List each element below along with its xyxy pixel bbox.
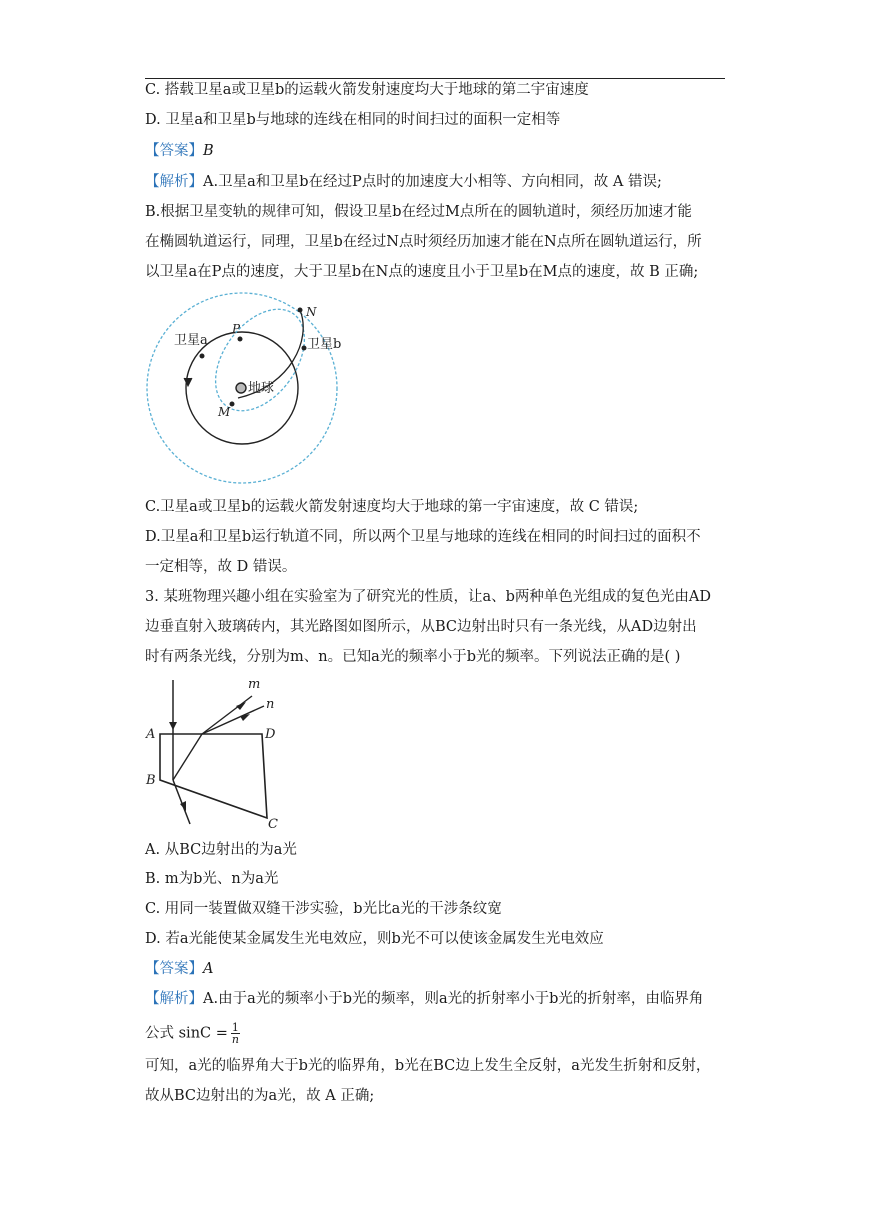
orbit-diagram bbox=[140, 298, 350, 460]
answer-value: B bbox=[203, 143, 214, 159]
q3-option-b: B. m为b光、n为a光 bbox=[145, 871, 279, 887]
label-sat-b: 卫星b bbox=[307, 337, 342, 352]
answer-value: A bbox=[203, 961, 214, 977]
q3-stem-2: 边垂直射入玻璃砖内，其光路图如图所示，从BC边射出时只有一条光线，从AD边射出 bbox=[145, 619, 697, 635]
label-n: n bbox=[266, 697, 275, 712]
answer-tag: 【答案】 bbox=[145, 961, 203, 977]
q3-stem-1: 3. 某班物理兴趣小组在实验室为了研究光的性质，让a、b两种单色光组成的复色光由AD bbox=[145, 589, 711, 605]
direction-arrow bbox=[184, 378, 192, 386]
q3-option-d: D. 若a光能使某金属发生光电效应，则b光不可以使该金属发生光电效应 bbox=[145, 931, 604, 947]
label-c: C bbox=[268, 817, 278, 832]
q3-analysis-a2: 可知，a光的临界角大于b光的临界角，b光在BC边上发生全反射，a光发生折射和反射， bbox=[145, 1058, 711, 1074]
point-p bbox=[238, 337, 243, 342]
q2-analysis-a bbox=[145, 172, 662, 192]
reflected-ray bbox=[173, 734, 202, 780]
q3-answer bbox=[145, 959, 213, 979]
q2-analysis-b3: 以卫星a在P点的速度，大于卫星b在N点的速度且小于卫星b在M点的速度，故 B 正确; bbox=[145, 264, 699, 280]
q2-option-c: C. 搭载卫星a或卫星b的运载火箭发射速度均大于地球的第二宇宙速度 bbox=[145, 82, 589, 98]
q3-option-a: A. 从BC边射出的为a光 bbox=[145, 842, 297, 858]
exit-ray bbox=[173, 780, 190, 824]
label-b: B bbox=[146, 773, 156, 788]
earth-icon bbox=[236, 383, 246, 393]
analysis-tag: 【解析】 bbox=[145, 991, 203, 1007]
formula-numerator: 1 bbox=[231, 1021, 239, 1034]
arrow-n bbox=[240, 714, 250, 721]
label-a: A bbox=[146, 727, 156, 742]
q2-option-d: D. 卫星a和卫星b与地球的连线在相同的时间扫过的面积一定相等 bbox=[145, 112, 561, 128]
point-n bbox=[298, 308, 303, 313]
analysis-tag: 【解析】 bbox=[145, 174, 203, 190]
top-divider bbox=[145, 78, 725, 79]
satellite-a-dot bbox=[200, 354, 205, 359]
q2-analysis-b1: B.根据卫星变轨的规律可知，假设卫星b在经过M点所在的圆轨道时，须经历加速才能 bbox=[145, 204, 692, 220]
q3-stem-3: 时有两条光线，分别为m、n。已知a光的频率小于b光的频率。下列说法正确的是( ) bbox=[145, 649, 681, 665]
q3-option-c: C. 用同一装置做双缝干涉实验，b光比a光的干涉条纹宽 bbox=[145, 901, 502, 917]
q3-formula bbox=[145, 1022, 240, 1045]
q2-analysis-d1: D.卫星a和卫星b运行轨道不同，所以两个卫星与地球的连线在相同的时间扫过的面积不 bbox=[145, 529, 701, 545]
transfer-ellipse bbox=[197, 293, 322, 428]
q2-analysis-b2: 在椭圆轨道运行，同理，卫星b在经过N点时须经历加速才能在N点所在圆轨道运行，所 bbox=[145, 234, 702, 250]
satellite-b-dot bbox=[302, 346, 307, 351]
label-d: D bbox=[265, 727, 276, 742]
label-m: M bbox=[218, 405, 231, 419]
q3-analysis-a3: 故从BC边射出的为a光，故 A 正确; bbox=[145, 1088, 375, 1104]
label-n: N bbox=[306, 305, 317, 319]
arrow-m bbox=[236, 702, 246, 710]
formula-denominator: n bbox=[231, 1033, 239, 1046]
label-sat-a: 卫星a bbox=[174, 333, 208, 348]
prism-diagram bbox=[140, 676, 290, 832]
analysis-text: A.卫星a和卫星b在经过P点时的加速度大小相等、方向相同，故 A 错误; bbox=[203, 174, 662, 190]
formula-prefix: 公式 sinC = bbox=[145, 1025, 228, 1042]
q3-analysis-a1 bbox=[145, 989, 703, 1009]
label-m: m bbox=[248, 677, 261, 692]
answer-tag: 【答案】 bbox=[145, 143, 203, 159]
label-earth: 地球 bbox=[248, 381, 275, 396]
formula-fraction bbox=[231, 1022, 240, 1045]
incident-arrow bbox=[169, 722, 177, 730]
label-p: P bbox=[232, 322, 241, 336]
analysis-text: A.由于a光的频率小于b光的频率，则a光的折射率小于b光的折射率，由临界角 bbox=[203, 991, 704, 1007]
q2-answer bbox=[145, 141, 214, 161]
q2-analysis-c: C.卫星a或卫星b的运载火箭发射速度均大于地球的第一宇宙速度，故 C 错误; bbox=[145, 499, 639, 515]
q2-analysis-d2: 一定相等，故 D 错误。 bbox=[145, 559, 297, 575]
